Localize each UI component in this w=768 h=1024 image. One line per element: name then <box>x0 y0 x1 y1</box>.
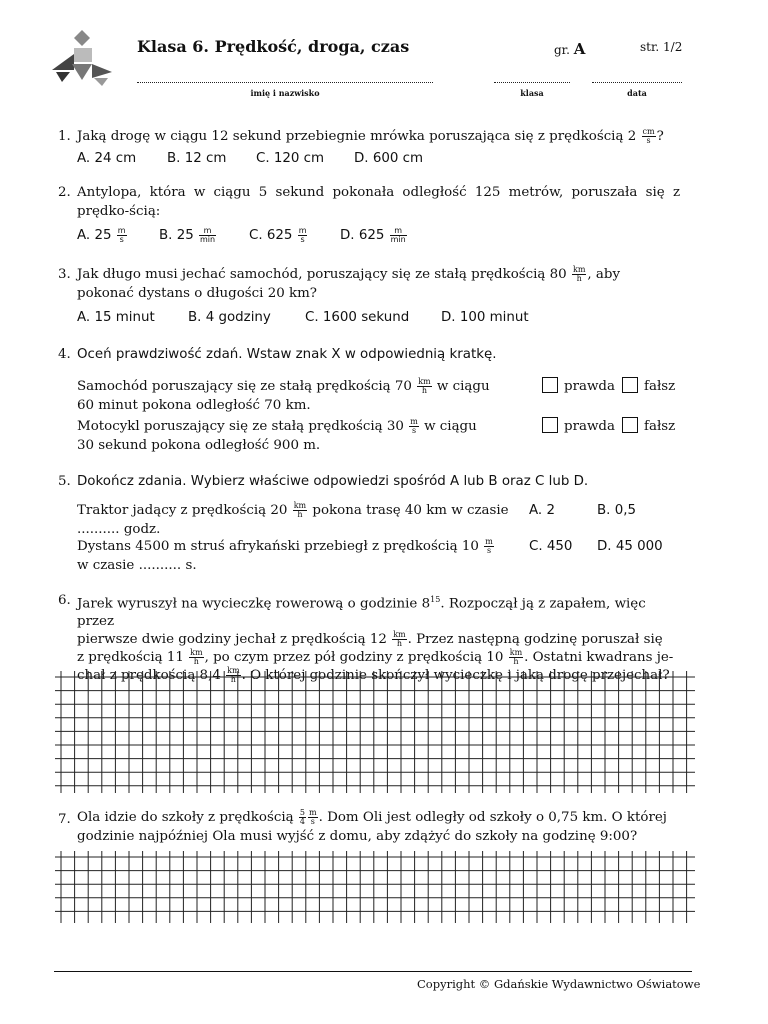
answer-option[interactable]: B. 25 $\frac{m}{\min}$ <box>159 225 216 244</box>
worksheet-title: Klasa 6. Prędkość, droga, czas <box>137 37 410 56</box>
question-number: 3. <box>58 267 71 282</box>
sentence-2: Dystans 4500 m struś afrykański przebiegł z prędkością 10 $\frac{m}{s}$ w czasie .......... s. <box>77 537 493 573</box>
statement-2: Motocykl poruszający się ze stałą prędkością 30 $\frac{m}{s}$ w ciągu 30 sekund pokona odległość 900 m. <box>77 417 477 453</box>
question-text: Jak długo musi jechać samochód, poruszający się ze stałą prędkością 80 $\frac{km}{h}$ , aby pokonać dystans o długości 20 km? <box>77 265 621 301</box>
statement-1: Samochód poruszający się ze stałą prędkością 70 $\frac{km}{h}$ w ciągu 60 minut pokona odległość 70 km. <box>77 377 490 413</box>
name-label: imię i nazwisko <box>250 88 320 98</box>
answer-option[interactable]: D. 600 cm <box>354 151 424 166</box>
copyright-text: Copyright © Gdańskie Wydawnictwo Oświatowe <box>417 977 701 991</box>
statement-1-false[interactable]: fałsz <box>622 377 675 396</box>
sentence-1: Traktor jadący z prędkością 20 $\frac{km}{h}$ pokona trasę 40 km w czasie .......... godz. <box>77 501 509 537</box>
unit-fraction: $\frac{cm}{s}$ <box>642 127 655 145</box>
question-number: 5. <box>58 474 71 489</box>
publisher-logo-icon <box>48 28 116 88</box>
question-number: 4. <box>58 347 71 362</box>
answer-option[interactable]: A. 25 $\frac{m}{s}$ <box>77 225 126 244</box>
question-text: Ola idzie do szkoły z prędkością $\frac{5}{4}$ $\frac{m}{s}$ . Dom Oli jest odległy od szkoły o 0,75 km. O której godzinie najpóźniej Ola musi wyjść z domu, aby zdążyć do szkoły na godzinę 9:00? <box>77 808 667 844</box>
option-c[interactable]: C. 450 <box>529 539 573 554</box>
answer-option[interactable]: D. 625 $\frac{m}{\min}$ <box>340 225 406 244</box>
question-text: Antylopa, która w ciągu 5 sekund pokonała odległość 125 metrów, poruszała się z prędko-ścią: <box>77 185 680 219</box>
answer-option[interactable]: A. 24 cm <box>77 151 137 166</box>
date-field[interactable] <box>592 81 682 83</box>
class-field[interactable] <box>494 81 570 83</box>
statement-2-true[interactable]: prawda <box>542 417 615 436</box>
checkbox <box>622 417 638 433</box>
checkbox <box>542 417 558 433</box>
page-number: str. 1/2 <box>640 40 683 54</box>
answer-option[interactable]: C. 120 cm <box>256 151 325 166</box>
question-text: Jaką drogę w ciągu 12 sekund przebiegnie mrówka poruszająca się z prędkością 2 $\frac{cm}{s}$ ? <box>77 127 664 145</box>
option-a[interactable]: A. 2 <box>529 503 555 518</box>
question-text: Dokończ zdania. Wybierz właściwe odpowiedzi spośród A lub B oraz C lub D. <box>77 474 589 489</box>
statement-1-true[interactable]: prawda <box>542 377 615 396</box>
checkbox <box>542 377 558 393</box>
date-label: data <box>627 88 647 98</box>
checkbox <box>622 377 638 393</box>
answer-option[interactable]: C. 625 $\frac{m}{s}$ <box>249 225 307 244</box>
answer-option[interactable]: B. 12 cm <box>167 151 227 166</box>
answer-option[interactable]: A. 15 minut <box>77 310 155 325</box>
question-number: 2. <box>58 185 71 200</box>
name-field[interactable] <box>137 81 433 83</box>
answer-grid-q7[interactable] <box>55 851 695 923</box>
class-label: klasa <box>520 88 544 98</box>
option-b[interactable]: B. 0,5 <box>597 503 636 518</box>
answer-option[interactable]: D. 100 minut <box>441 310 529 325</box>
question-text: Jarek wyruszył na wycieczkę rowerową o godzinie $8^{15}$. Rozpoczął ją z zapałem, więc przez pierwsze dwie godziny jechał z prędkością 12 $\frac{km}{h}$ . Przez następną godzinę poruszał się z prędkością 11 $\frac{km}{h}$ , po czym przez pół godziny z prędkością 10 $\frac{km}{h}$ . Ostatni kwadrans je- chał z prędkością 8,4 $\frac{km}{h}$ . O której godzinie skończył wycieczkę i jaką drogę przejechał? <box>77 595 674 685</box>
group-indicator: gr. A <box>554 40 586 58</box>
answer-option[interactable]: B. 4 godziny <box>188 310 271 325</box>
question-number: 6. <box>58 593 71 608</box>
question-number: 1. <box>58 129 71 144</box>
question-number: 7. <box>58 812 71 827</box>
statement-2-false[interactable]: fałsz <box>622 417 675 436</box>
footer-divider <box>54 971 692 972</box>
option-d[interactable]: D. 45 000 <box>597 539 663 554</box>
question-text: Oceń prawdziwość zdań. Wstaw znak X w odpowiednią kratkę. <box>77 347 497 362</box>
answer-option[interactable]: C. 1600 sekund <box>305 310 410 325</box>
answer-grid-q6[interactable] <box>55 671 695 793</box>
